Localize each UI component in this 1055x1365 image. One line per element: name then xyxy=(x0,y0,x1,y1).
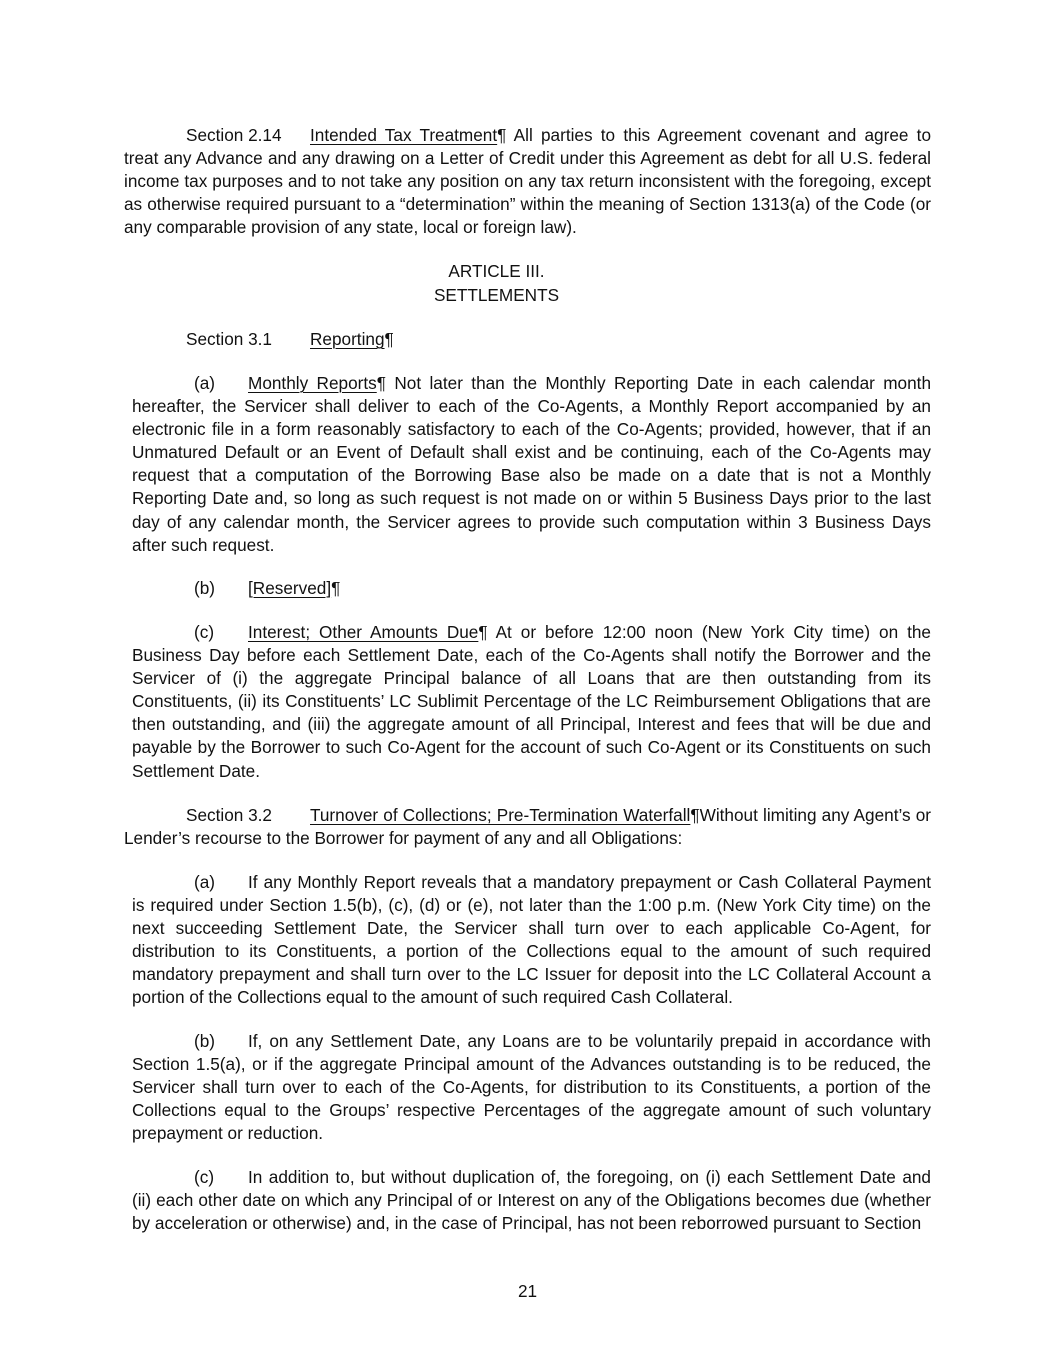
article-number: ARTICLE III. xyxy=(448,261,545,281)
subsection-3-1-a xyxy=(132,372,931,557)
subsection-label: (c) xyxy=(194,622,215,642)
pilcrow-mark: ¶ xyxy=(497,125,507,145)
subsection-body-text: If any Monthly Report reveals that a mandatory prepayment or Cash Collateral Payment is required under Section 1.5(b), (c), (d) or (e), not later than the 1:00 p.m. (New York City time) on the next succeeding Settlement Date, the Servicer shall turn over to each applicable Co-Agent, for distribution to its Constituents, a portion of the Collections equal to the amount of such required mandatory prepayment and shall turn over to the LC Issuer for deposit into the LC Collateral Account a portion of the Collections equal to the amount of such required Cash Collateral. xyxy=(132,872,931,1008)
subsection-label: (a) xyxy=(194,872,216,892)
section-title: Reporting xyxy=(310,329,385,349)
page-number: 21 xyxy=(517,1281,538,1301)
subsection-label: (b) xyxy=(194,578,216,598)
section-number: Section 2.14 xyxy=(186,125,282,145)
subsection-title: Interest; Other Amounts Due xyxy=(248,622,479,642)
subsection-title: [Reserved] xyxy=(248,578,332,598)
section-number: Section 3.2 xyxy=(186,805,272,825)
section-3-1-heading xyxy=(186,328,394,351)
article-title: SETTLEMENTS xyxy=(433,285,560,305)
section-title: Turnover of Collections; Pre-Termination Waterfall xyxy=(310,805,691,825)
section-body-text: All parties to this Agreement covenant and agree to treat any Advance and any drawing on a Letter of Credit under this Agreement as debt for all U.S. federal income tax purposes and to not take any position on any tax return inconsistent with the foregoing, except as otherwise required pursuant to a “determination” within the meaning of Section 1313(a) of the Code (or any comparable provision of any state, local or foreign law). xyxy=(124,125,932,238)
pilcrow-mark: ¶ xyxy=(478,622,488,642)
pilcrow-mark: ¶ xyxy=(331,578,341,598)
subsection-body-text: Not later than the Monthly Reporting Date in each calendar month hereafter, the Servicer shall deliver to each of the Co-Agents, a Monthly Report accompanied by an electronic file in a form reasonably satisfactory to each of the Co-Agents; provided, however, that if an Unmatured Default or an Event of Default shall exist and be continuing, each of the Co-Agents may request that a computation of the Borrowing Base also be made on a date that is not a Monthly Reporting Date and, so long as such request is not made on or within 5 Business Days prior to the last day of any calendar month, the Servicer agrees to provide such computation within 3 Business Days after such request. xyxy=(132,373,931,555)
subsection-body-text: At or before 12:00 noon (New York City time) on the Business Day before each Settlement Date, each of the Co-Agents shall notify the Borrower and the Servicer of (i) the aggregate Principal balance of all Loans that are then outstanding from its Constituents, (ii) its Constituents’ LC Sublimit Percentage of the LC Reimbursement Obligations that are then outstanding, and (iii) the aggregate amount of all Principal, Interest and fees that will be due and payable by the Borrower to such Co-Agent for the account of such Co-Agent or its Constituents on such Settlement Date. xyxy=(132,622,931,781)
subsection-title: Monthly Reports xyxy=(248,373,377,393)
subsection-body-text: In addition to, but without duplication of, the foregoing, on (i) each Settlement Date and (ii) each other date on which any Principal of or Interest on any of the Obligations becomes due (whether by acceleration or otherwise) and, in the case of Principal, has not been reborrowed pursuant to Section xyxy=(132,1167,931,1234)
section-body-text: Without limiting any Agent’s or Lender’s recourse to the Borrower for payment of any and all Obligations: xyxy=(124,805,931,849)
section-title: Intended Tax Treatment xyxy=(310,125,498,145)
pilcrow-mark: ¶ xyxy=(376,373,386,393)
subsection-body-text: If, on any Settlement Date, any Loans are to be voluntarily prepaid in accordance with Section 1.5(a), or if the aggregate Principal amount of the Advances outstanding is to be reduced, the Servicer shall turn over to each of the Co-Agents, for distribution to its Constituents, a portion of the Collections equal to the Groups’ respective Percentages of the aggregate amount of such voluntary prepayment or reduction. xyxy=(132,1031,931,1144)
subsection-label: (a) xyxy=(194,373,216,393)
section-2-14-paragraph xyxy=(124,124,931,239)
section-number: Section 3.1 xyxy=(186,329,272,349)
subsection-label: (c) xyxy=(194,1167,215,1187)
subsection-3-1-c xyxy=(132,621,931,783)
subsection-3-2-b xyxy=(132,1030,931,1145)
pilcrow-mark: ¶ xyxy=(384,329,394,349)
subsection-label: (b) xyxy=(194,1031,216,1051)
pilcrow-mark: ¶ xyxy=(690,805,700,825)
section-3-2-paragraph xyxy=(124,804,931,850)
subsection-3-1-b xyxy=(194,577,340,600)
subsection-3-2-c xyxy=(132,1166,931,1235)
subsection-3-2-a xyxy=(132,871,931,1010)
